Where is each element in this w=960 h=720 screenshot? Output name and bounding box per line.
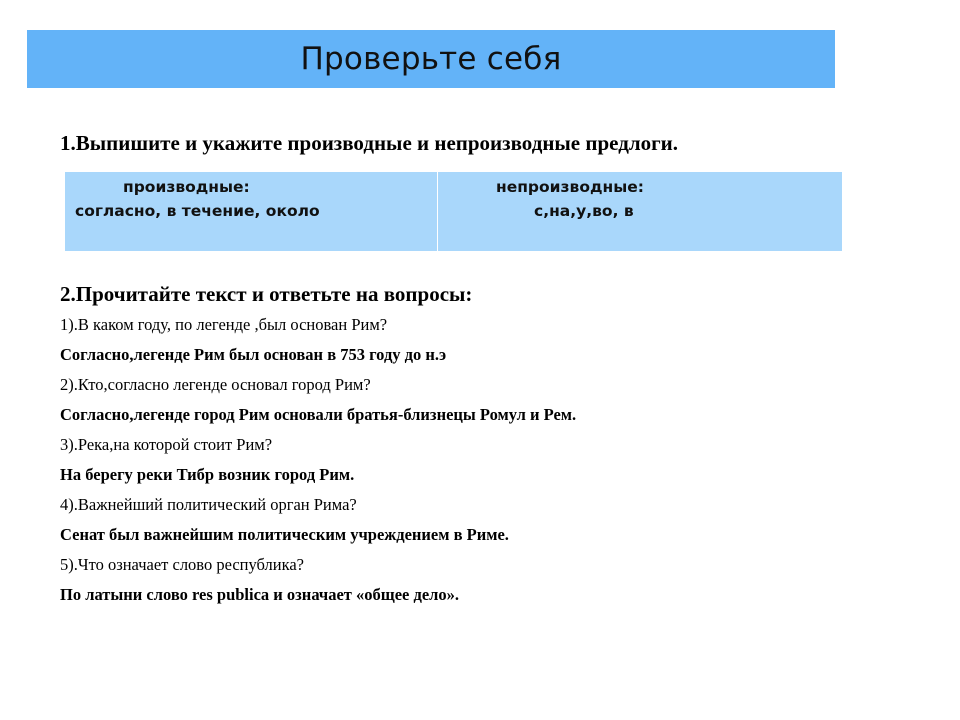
- question-1: 1).В каком году, по легенде ,был основан Рим?: [60, 315, 388, 334]
- question-2: 2).Кто,согласно легенде основал город Рим?: [60, 375, 371, 394]
- answer-2: Согласно,легенде город Рим основали братья-близнецы Ромул и Рем.: [60, 405, 577, 424]
- task2-heading: 2.Прочитайте текст и ответьте на вопросы:: [60, 282, 473, 306]
- derived-header: производные:: [123, 178, 250, 196]
- nonderived-header: непроизводные:: [496, 178, 644, 196]
- title-banner: [27, 30, 835, 88]
- answer-4: Сенат был важнейшим политическим учреждением в Риме.: [60, 525, 509, 544]
- qa-list: [60, 314, 576, 614]
- answer-5: По латыни слово res publica и означает «общее дело».: [60, 585, 460, 604]
- nonderived-value: с,на,у,во, в: [534, 202, 634, 220]
- question-4: 4).Важнейший политический орган Рима?: [60, 495, 357, 514]
- question-5: 5).Что означает слово республика?: [60, 555, 304, 574]
- nonderived-cell: [438, 172, 842, 251]
- answer-3: На берегу реки Тибр возник город Рим.: [60, 465, 355, 484]
- page-title: Проверьте себя: [300, 41, 562, 77]
- question-3: 3).Река,на которой стоит Рим?: [60, 435, 273, 454]
- answer-table: [65, 172, 842, 251]
- answer-1: Согласно,легенде Рим был основан в 753 году до н.э: [60, 345, 447, 364]
- derived-value: согласно, в течение, около: [75, 202, 320, 220]
- derived-cell: [65, 172, 438, 251]
- task1-heading: 1.Выпишите и укажите производные и непроизводные предлоги.: [60, 131, 678, 155]
